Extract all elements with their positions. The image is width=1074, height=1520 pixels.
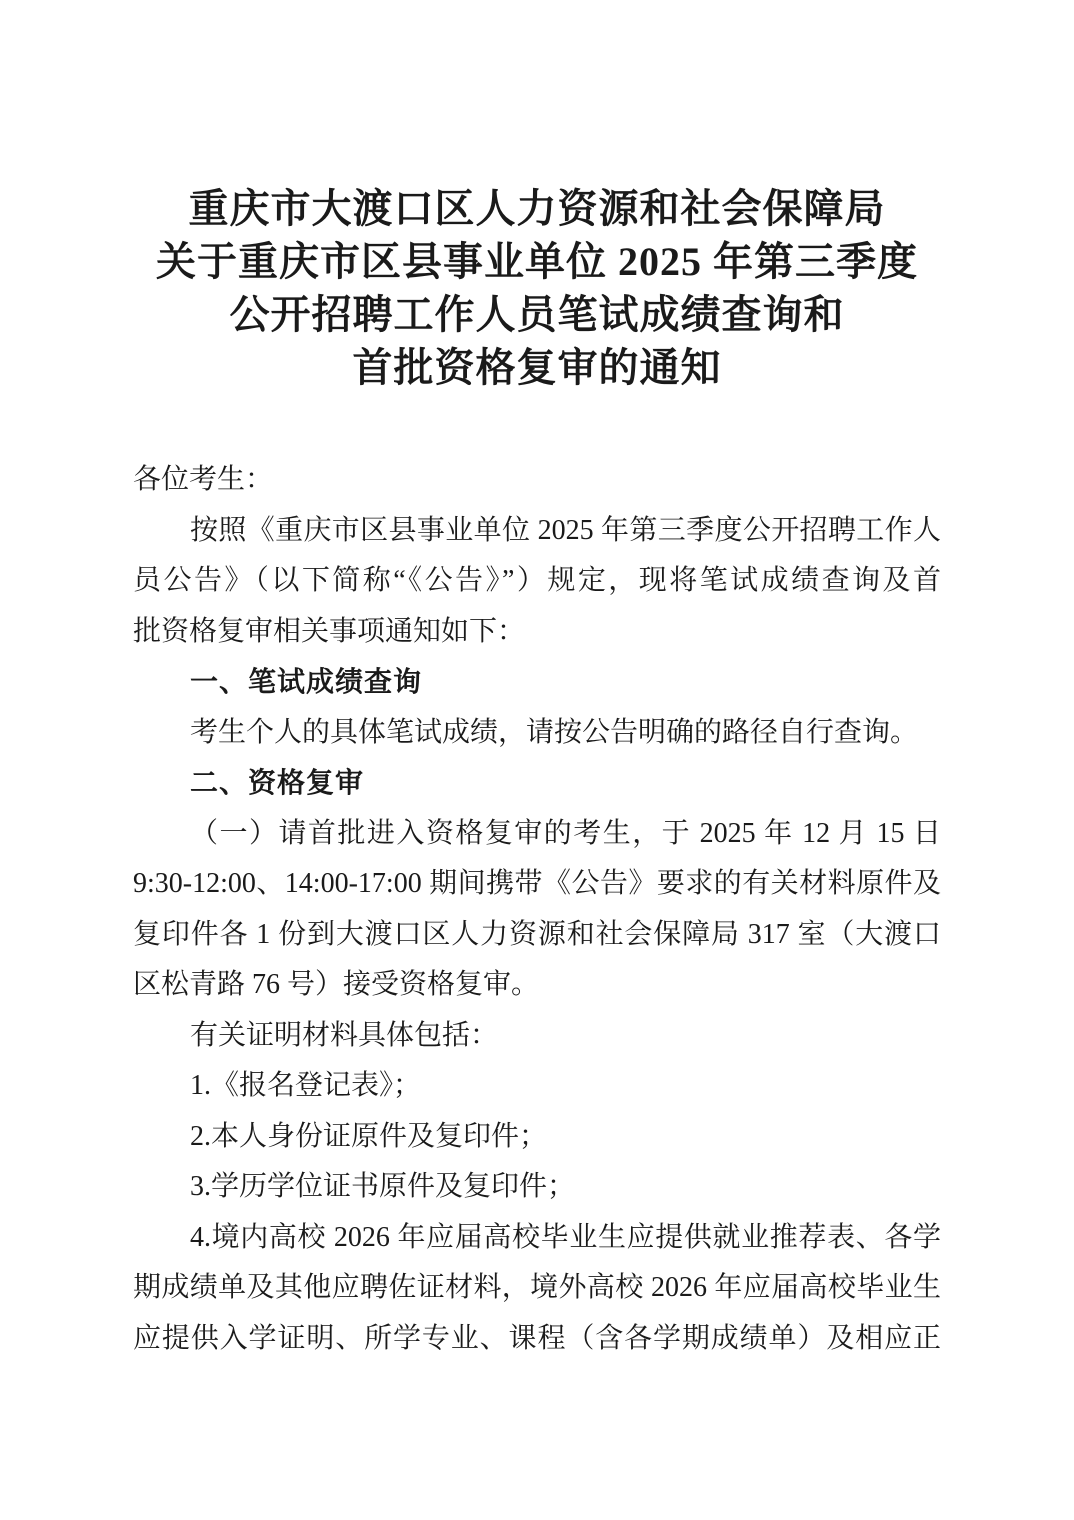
body-line: 有关证明材料具体包括： [190,1019,499,1051]
body-line: 9:30-12:00、14:00-17:00 期间携带《公告》要求的有关材料原件及 [133,868,941,899]
body-line: 复印件各 1 份到大渡口区人力资源和社会保障局 317 室（大渡口 [133,918,941,950]
body-line: 期成绩单及其他应聘佐证材料，境外高校 2026 年应届高校毕业生 [133,1272,941,1303]
list-item-1: 1.《报名登记表》； [190,1070,422,1101]
body-line: 批资格复审相关事项通知如下： [133,615,526,647]
section-heading-2: 二、资格复审 [190,767,365,798]
list-item-4: 4.境内高校 2026 年应届高校毕业生应提供就业推荐表、各学 [190,1221,941,1253]
body-line: 员公告》（以下简称“《公告》”）规定，现将笔试成绩查询及首 [133,565,941,596]
title-line-1: 重庆市大渡口区人力资源和社会保障局 [188,186,886,231]
title-line-3: 公开招聘工作人员笔试成绩查询和 [229,292,845,337]
document-title [0,0,1074,394]
list-item-2: 2.本人身份证原件及复印件； [190,1120,548,1152]
body-line: （一）请首批进入资格复审的考生，于 2025 年 12 月 15 日 [190,817,941,849]
body-line: 按照《重庆市区县事业单位 2025 年第三季度公开招聘工作人 [190,514,941,546]
body-line: 区松青路 76 号）接受资格复审。 [133,969,540,1000]
document-body [133,455,941,1364]
salutation: 各位考生： [133,464,274,495]
body-line: 考生个人的具体笔试成绩，请按公告明确的路径自行查询。 [190,716,919,748]
title-line-2: 关于重庆市区县事业单位 2025 年第三季度 [156,239,918,284]
list-item-3: 3.学历学位证书原件及复印件； [190,1171,576,1202]
title-line-4: 首批资格复审的通知 [352,345,722,390]
section-heading-1: 一、笔试成绩查询 [190,666,423,697]
body-line: 应提供入学证明、所学专业、课程（含各学期成绩单）及相应正 [133,1322,941,1354]
